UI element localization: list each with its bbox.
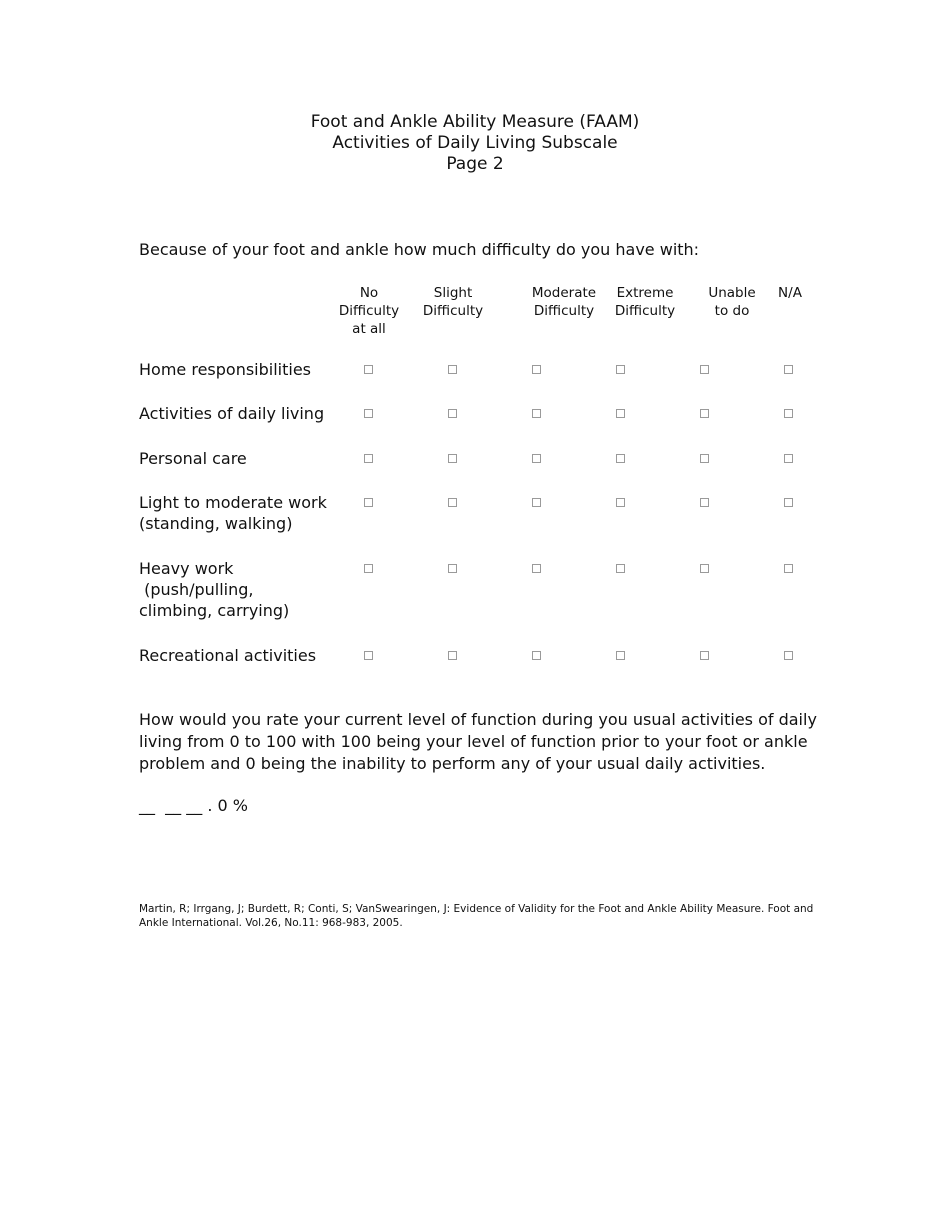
checkbox-heavy-work-moderate-difficulty[interactable] [532, 564, 541, 573]
checkbox-activities-of-daily-living-slight-difficulty[interactable] [448, 409, 457, 418]
checkbox-recreational-activities-extreme-difficulty[interactable] [616, 651, 625, 660]
checkbox-home-responsibilities-slight-difficulty[interactable] [448, 365, 457, 374]
row-label-home-responsibilities: Home responsibilities [139, 360, 311, 379]
question-line: How would you rate your current level of function during you usual activities of daily [139, 710, 817, 729]
document-subtitle: Activities of Daily Living Subscale [332, 133, 618, 153]
checkbox-recreational-activities-unable-to-do[interactable] [700, 651, 709, 660]
document-header [0, 112, 950, 175]
checkbox-heavy-work-no-difficulty[interactable] [364, 564, 373, 573]
checkbox-activities-of-daily-living-extreme-difficulty[interactable] [616, 409, 625, 418]
checkbox-personal-care-no-difficulty[interactable] [364, 454, 373, 463]
row-label-recreational-activities: Recreational activities [139, 646, 317, 665]
page-number: Page 2 [446, 154, 504, 174]
checkbox-light-to-moderate-work-unable-to-do[interactable] [700, 498, 709, 507]
checkbox-recreational-activities-na[interactable] [784, 651, 793, 660]
checkbox-recreational-activities-no-difficulty[interactable] [364, 651, 373, 660]
column-header-extreme-difficulty: Extreme Difficulty [614, 285, 676, 319]
checkbox-heavy-work-extreme-difficulty[interactable] [616, 564, 625, 573]
checkbox-light-to-moderate-work-extreme-difficulty[interactable] [616, 498, 625, 507]
checkbox-light-to-moderate-work-slight-difficulty[interactable] [448, 498, 457, 507]
function-rating-answer-blank[interactable]: __ __ __ . 0 % [139, 796, 248, 815]
checkbox-heavy-work-na[interactable] [784, 564, 793, 573]
checkbox-light-to-moderate-work-moderate-difficulty[interactable] [532, 498, 541, 507]
document-title: Foot and Ankle Ability Measure (FAAM) [310, 112, 640, 132]
checkbox-activities-of-daily-living-no-difficulty[interactable] [364, 409, 373, 418]
checkbox-home-responsibilities-extreme-difficulty[interactable] [616, 365, 625, 374]
column-header-na: N/A [778, 285, 802, 301]
question-line: living from 0 to 100 with 100 being your level of function prior to your foot or ankle [139, 732, 808, 751]
column-header-no-difficulty: No Difficulty at all [338, 285, 400, 337]
checkbox-personal-care-moderate-difficulty[interactable] [532, 454, 541, 463]
checkbox-heavy-work-unable-to-do[interactable] [700, 564, 709, 573]
row-label-activities-of-daily-living: Activities of daily living [139, 404, 325, 423]
function-rating-question [139, 709, 819, 775]
citation [139, 902, 819, 930]
checkbox-home-responsibilities-na[interactable] [784, 365, 793, 374]
checkbox-recreational-activities-moderate-difficulty[interactable] [532, 651, 541, 660]
checkbox-personal-care-unable-to-do[interactable] [700, 454, 709, 463]
checkbox-personal-care-slight-difficulty[interactable] [448, 454, 457, 463]
row-label-heavy-work: Heavy work (push/pulling, climbing, carrying) [139, 559, 290, 620]
citation-line: Ankle International. Vol.26, No.11: 968-983, 2005. [139, 917, 403, 929]
checkbox-light-to-moderate-work-no-difficulty[interactable] [364, 498, 373, 507]
row-label-personal-care: Personal care [139, 449, 247, 468]
checkbox-home-responsibilities-moderate-difficulty[interactable] [532, 365, 541, 374]
checkbox-home-responsibilities-unable-to-do[interactable] [700, 365, 709, 374]
question-line: problem and 0 being the inability to perform any of your usual daily activities. [139, 754, 766, 773]
column-header-slight-difficulty: Slight Difficulty [422, 285, 484, 319]
checkbox-activities-of-daily-living-unable-to-do[interactable] [700, 409, 709, 418]
column-header-unable-to-do: Unable to do [708, 285, 756, 319]
checkbox-personal-care-na[interactable] [784, 454, 793, 463]
column-header-moderate-difficulty: Moderate Difficulty [531, 285, 597, 319]
checkbox-home-responsibilities-no-difficulty[interactable] [364, 365, 373, 374]
checkbox-light-to-moderate-work-na[interactable] [784, 498, 793, 507]
checkbox-recreational-activities-slight-difficulty[interactable] [448, 651, 457, 660]
intro-prompt: Because of your foot and ankle how much difficulty do you have with: [139, 240, 700, 259]
row-label-light-to-moderate-work: Light to moderate work (standing, walking) [139, 493, 327, 533]
citation-line: Martin, R; Irrgang, J; Burdett, R; Conti, S; VanSwearingen, J: Evidence of Validity for the Foot and Ankle Ability Measure. Foot and [139, 903, 814, 915]
checkbox-personal-care-extreme-difficulty[interactable] [616, 454, 625, 463]
checkbox-heavy-work-slight-difficulty[interactable] [448, 564, 457, 573]
checkbox-activities-of-daily-living-na[interactable] [784, 409, 793, 418]
checkbox-activities-of-daily-living-moderate-difficulty[interactable] [532, 409, 541, 418]
